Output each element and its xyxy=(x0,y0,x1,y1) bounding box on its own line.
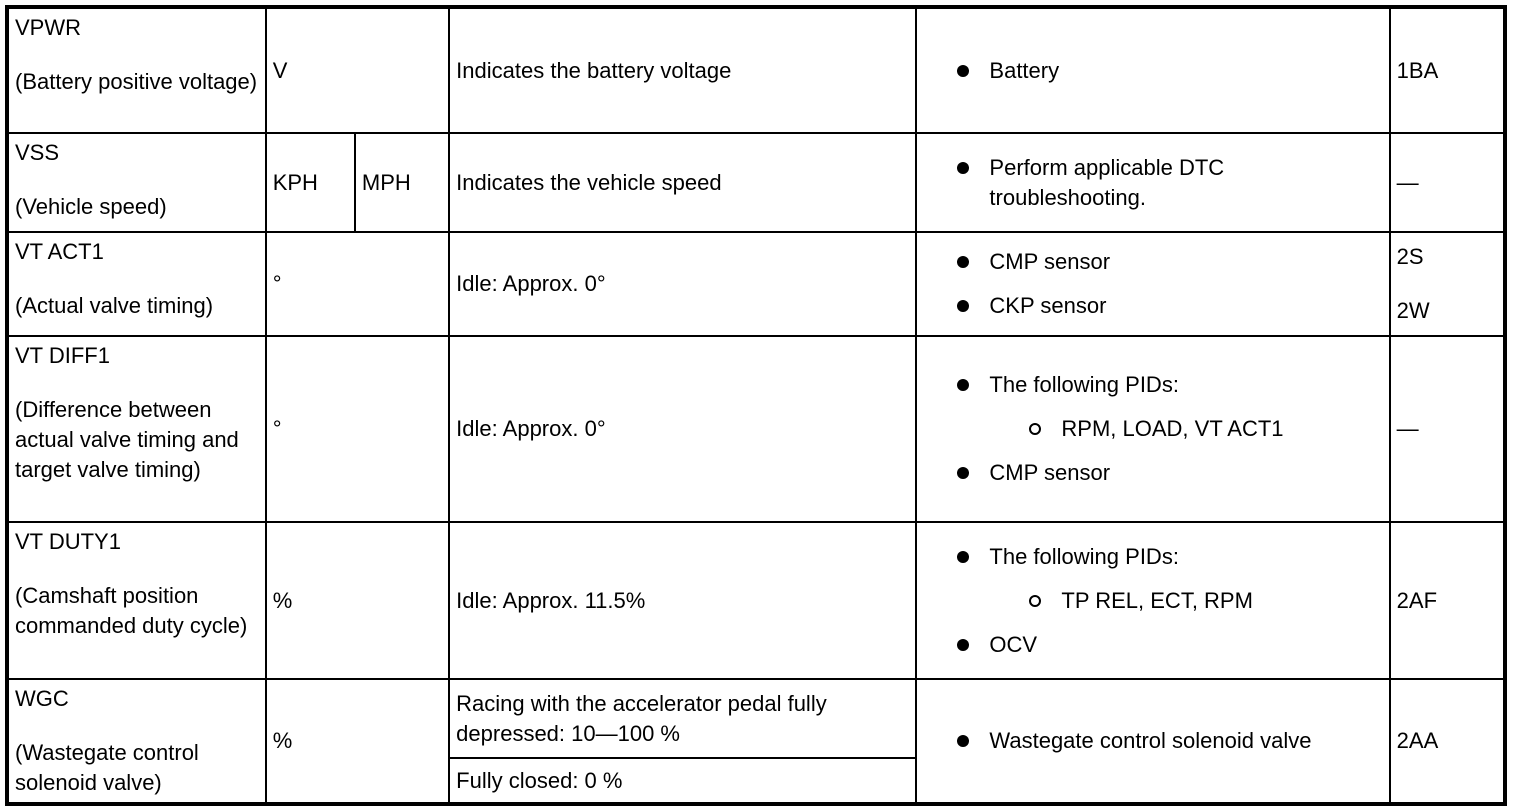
check-item-cell xyxy=(916,679,1389,804)
check-sub-item: TP REL, ECT, RPM xyxy=(957,586,1382,616)
check-item-cell xyxy=(916,522,1389,679)
check-item: Battery xyxy=(957,56,1382,86)
check-item: CKP sensor xyxy=(957,291,1382,321)
pid-name-cell xyxy=(7,336,266,522)
table-row xyxy=(7,679,1505,758)
pid-description: (Camshaft position commanded duty cycle) xyxy=(15,583,248,638)
pid-id: VT ACT1 xyxy=(15,239,104,264)
check-item-cell xyxy=(916,336,1389,522)
check-item-cell xyxy=(916,133,1389,232)
bullet-icon xyxy=(957,551,969,563)
bullet-icon xyxy=(957,300,969,312)
condition-cell: Indicates the vehicle speed xyxy=(449,133,916,232)
reference-cell: 2AF xyxy=(1390,522,1505,679)
bullet-icon xyxy=(957,379,969,391)
condition-cell: Indicates the battery voltage xyxy=(449,7,916,133)
unit-cell: % xyxy=(266,679,449,804)
circle-bullet-icon xyxy=(1029,423,1041,435)
pid-description: (Wastegate control solenoid valve) xyxy=(15,740,199,795)
bullet-icon xyxy=(957,735,969,747)
check-item: The following PIDs: xyxy=(957,542,1382,572)
check-item-cell xyxy=(916,232,1389,336)
reference-code: 2S xyxy=(1396,244,1424,269)
pid-name-cell xyxy=(7,133,266,232)
pid-description: (Battery positive voltage) xyxy=(15,69,258,94)
check-sub-item: RPM, LOAD, VT ACT1 xyxy=(957,414,1382,444)
reference-cell: 1BA xyxy=(1390,7,1505,133)
pid-description: (Difference between actual valve timing and target valve timing) xyxy=(15,397,239,482)
pid-id: VSS xyxy=(15,140,60,165)
pid-description: (Actual valve timing) xyxy=(15,293,214,318)
check-item-cell xyxy=(916,7,1389,133)
pid-id: WGC xyxy=(15,686,69,711)
bullet-icon xyxy=(957,256,969,268)
pid-name-cell xyxy=(7,232,266,336)
check-item: CMP sensor xyxy=(957,247,1382,277)
circle-bullet-icon xyxy=(1029,595,1041,607)
check-item: CMP sensor xyxy=(957,458,1382,488)
pid-name-cell xyxy=(7,679,266,804)
reference-code: 2W xyxy=(1396,298,1430,323)
table-row xyxy=(7,336,1505,522)
pid-id: VT DIFF1 xyxy=(15,343,110,368)
check-item: Perform applicable DTC troubleshooting. xyxy=(957,153,1382,213)
unit-cell: ° xyxy=(266,232,449,336)
unit-cell: ° xyxy=(266,336,449,522)
table-row xyxy=(7,133,1505,232)
check-item: OCV xyxy=(957,630,1382,660)
table-row xyxy=(7,7,1505,133)
reference-cell: 2AA xyxy=(1390,679,1505,804)
pid-description: (Vehicle speed) xyxy=(15,194,167,219)
pid-monitor-table xyxy=(5,5,1507,806)
pid-id: VT DUTY1 xyxy=(15,529,121,554)
unit-cell: % xyxy=(266,522,449,679)
pid-name-cell xyxy=(7,522,266,679)
unit-cell: MPH xyxy=(355,133,449,232)
bullet-icon xyxy=(957,162,969,174)
condition-cell: Racing with the accelerator pedal fully depressed: 10—100 % xyxy=(449,679,916,758)
condition-cell: Idle: Approx. 0° xyxy=(449,336,916,522)
reference-cell: — xyxy=(1390,336,1505,522)
bullet-icon xyxy=(957,467,969,479)
condition-cell: Idle: Approx. 0° xyxy=(449,232,916,336)
unit-cell: V xyxy=(266,7,449,133)
check-item: Wastegate control solenoid valve xyxy=(957,726,1382,756)
table-row xyxy=(7,232,1505,336)
pid-name-cell xyxy=(7,7,266,133)
bullet-icon xyxy=(957,639,969,651)
table-row xyxy=(7,522,1505,679)
reference-cell: — xyxy=(1390,133,1505,232)
check-item: The following PIDs: xyxy=(957,370,1382,400)
bullet-icon xyxy=(957,65,969,77)
condition-cell: Idle: Approx. 11.5% xyxy=(449,522,916,679)
pid-id: VPWR xyxy=(15,15,81,40)
unit-cell: KPH xyxy=(266,133,355,232)
condition-cell: Fully closed: 0 % xyxy=(449,758,916,804)
reference-cell xyxy=(1390,232,1505,336)
